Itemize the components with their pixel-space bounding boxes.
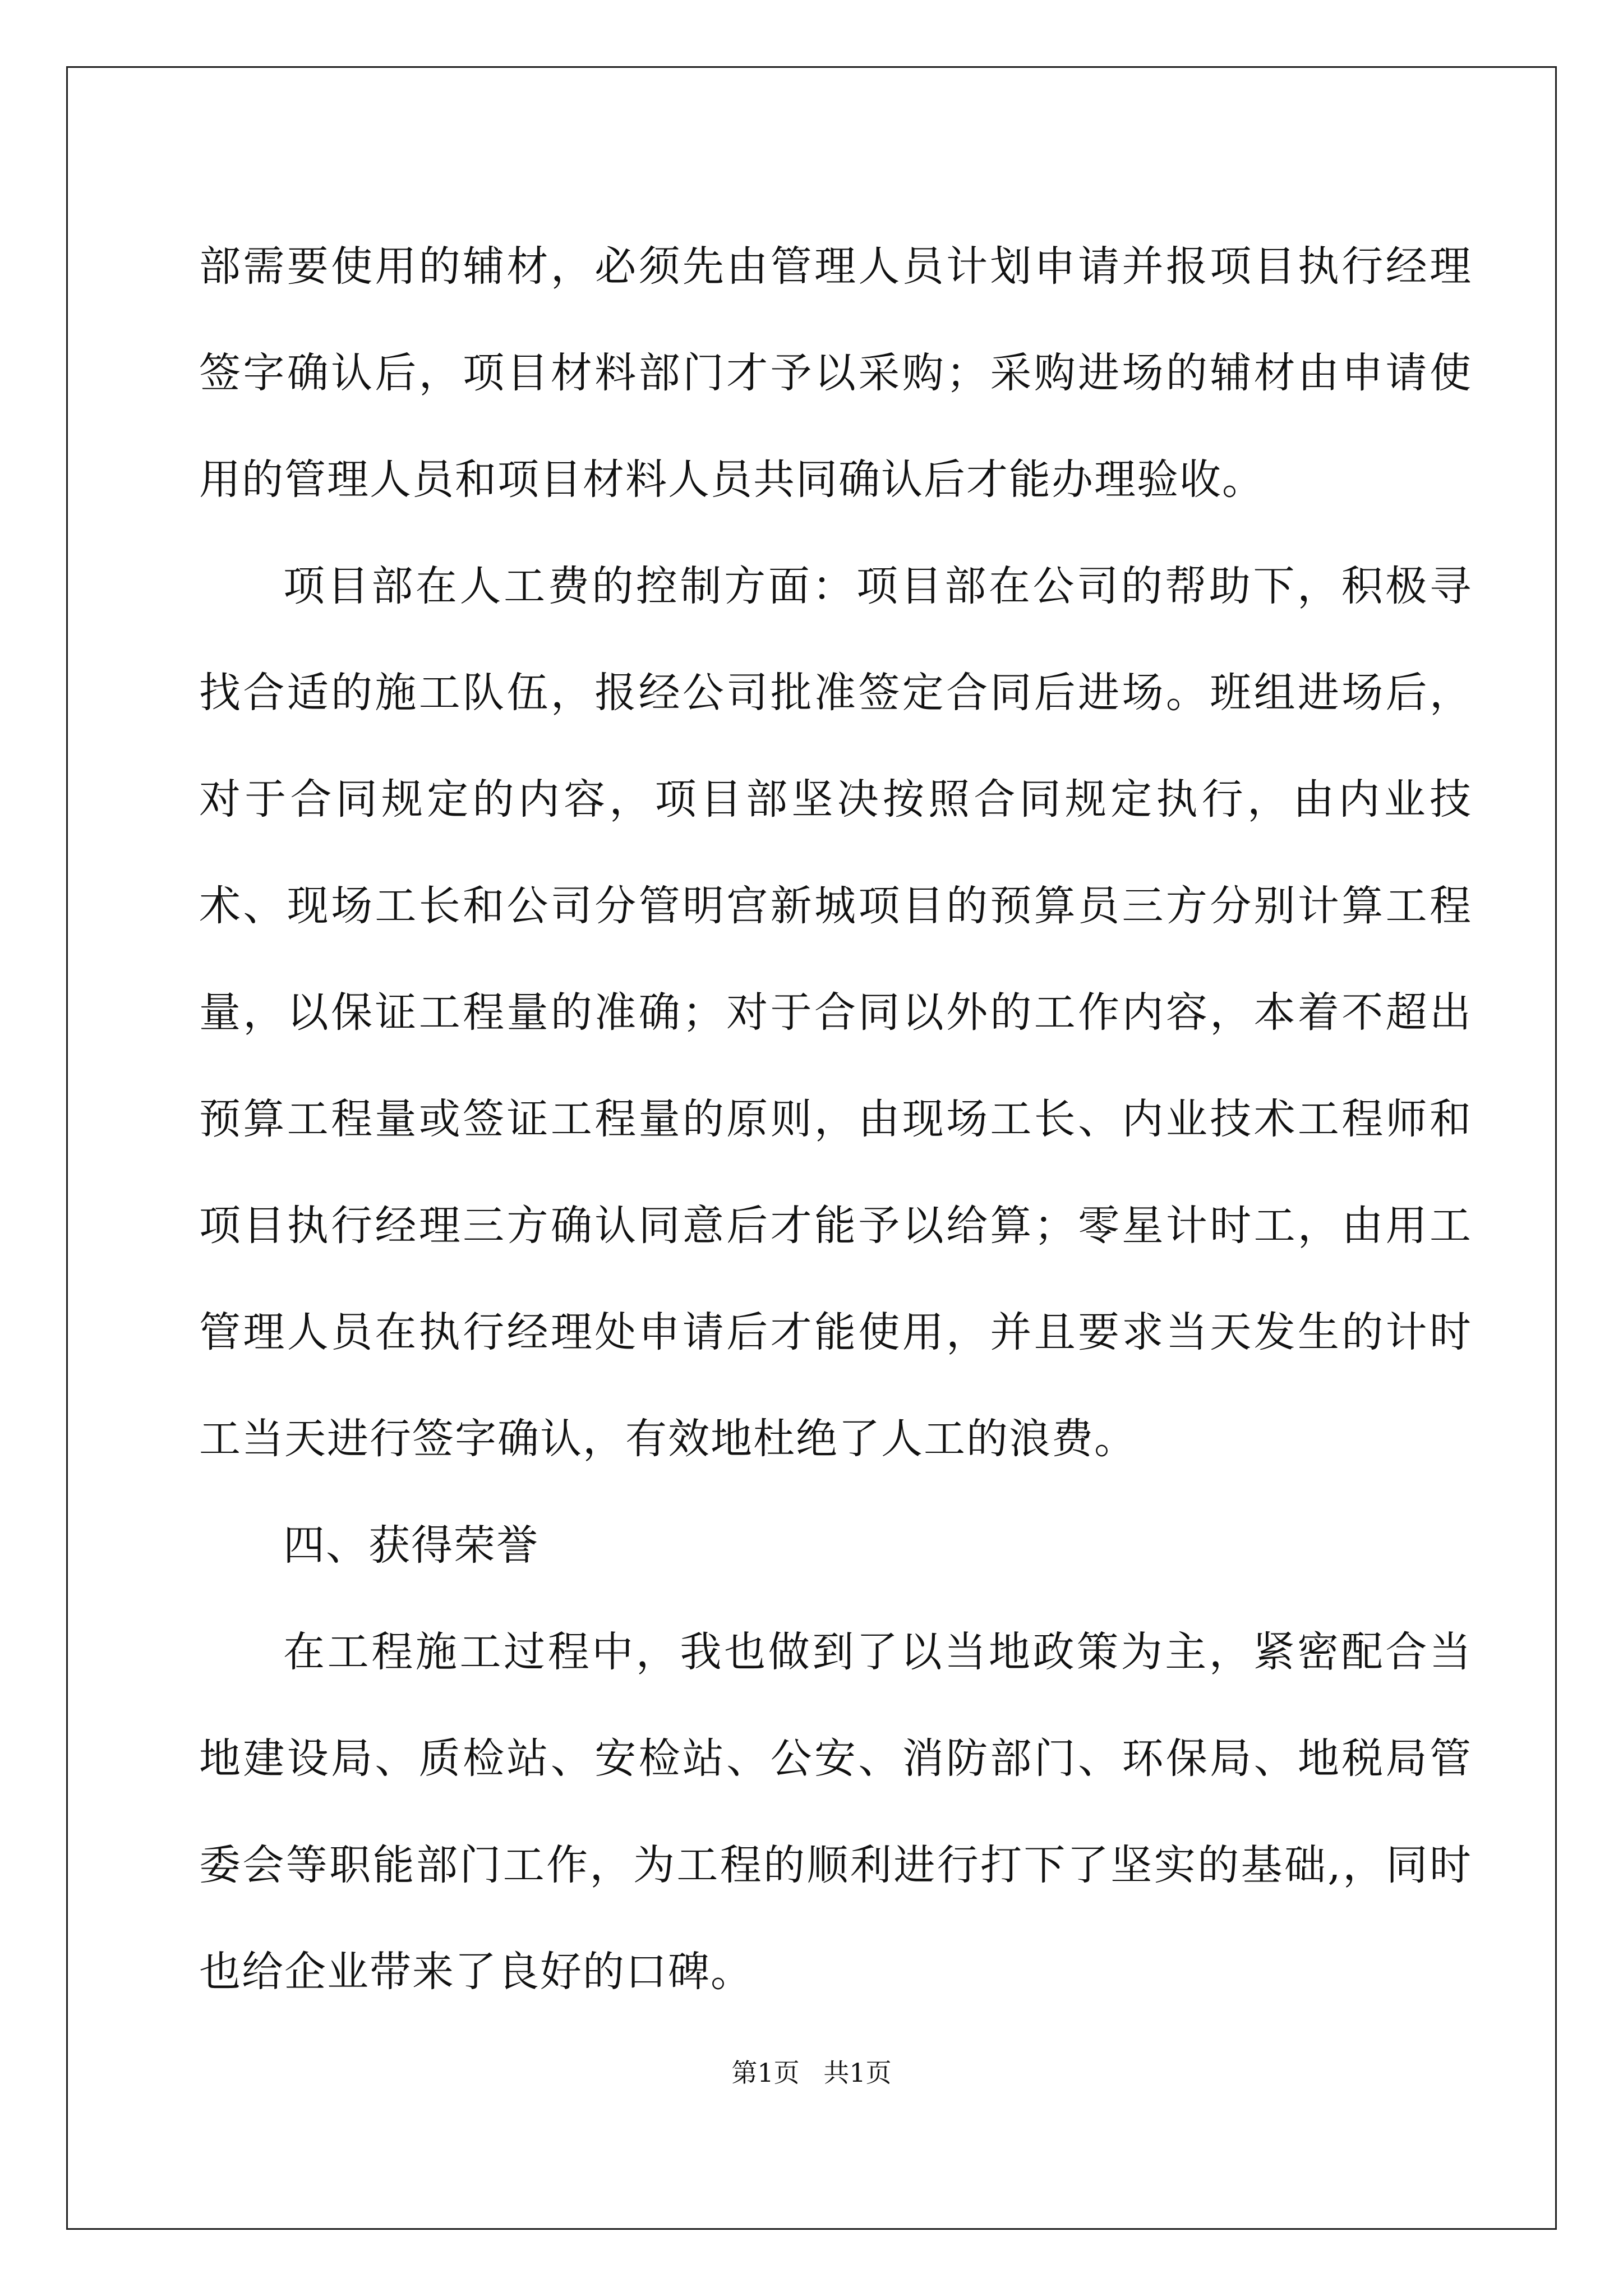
- document-body: [199, 213, 1472, 2025]
- page-number-total: 共1页: [823, 2058, 892, 2088]
- paragraph-labor-cost-control: 项目部在人工费的控制方面：项目部在公司的帮助下，积极寻找合适的施工队伍，报经公司批准签定合同后进场。班组进场后，对于合同规定的内容，项目部坚决按照合同规定执行，由内业技术、现场工长和公司分管明宫新城项目的预算员三方分别计算工程量，以保证工程量的准确；对于合同以外的工作内容，本着不超出预算工程量或签证工程量的原则，由现场工长、内业技术工程师和项目执行经理三方确认同意后才能予以给算；零星计时工，由用工管理人员在执行经理处申请后才能使用，并且要求当天发生的计时工当天进行签字确认，有效地杜绝了人工的浪费。: [199, 562, 1472, 1463]
- paragraph-continued-materials: 部需要使用的辅材，必须先由管理人员计划申请并报项目执行经理签字确认后，项目材料部门才予以采购；采购进场的辅材由申请使用的管理人员和项目材料人员共同确认后才能办理验收。: [199, 242, 1472, 504]
- paragraph-honors: 在工程施工过程中，我也做到了以当地政策为主，紧密配合当地建设局、质检站、安检站、公安、消防部门、环保局、地税局管委会等职能部门工作，为工程的顺利进行打下了坚实的基础,，同时也给企业带来了良好的口碑。: [199, 1628, 1472, 1996]
- page-footer: [0, 2056, 1623, 2090]
- page-number-current: 第1页: [731, 2058, 800, 2088]
- section-heading-honors: 四、获得荣誉: [283, 1521, 539, 1570]
